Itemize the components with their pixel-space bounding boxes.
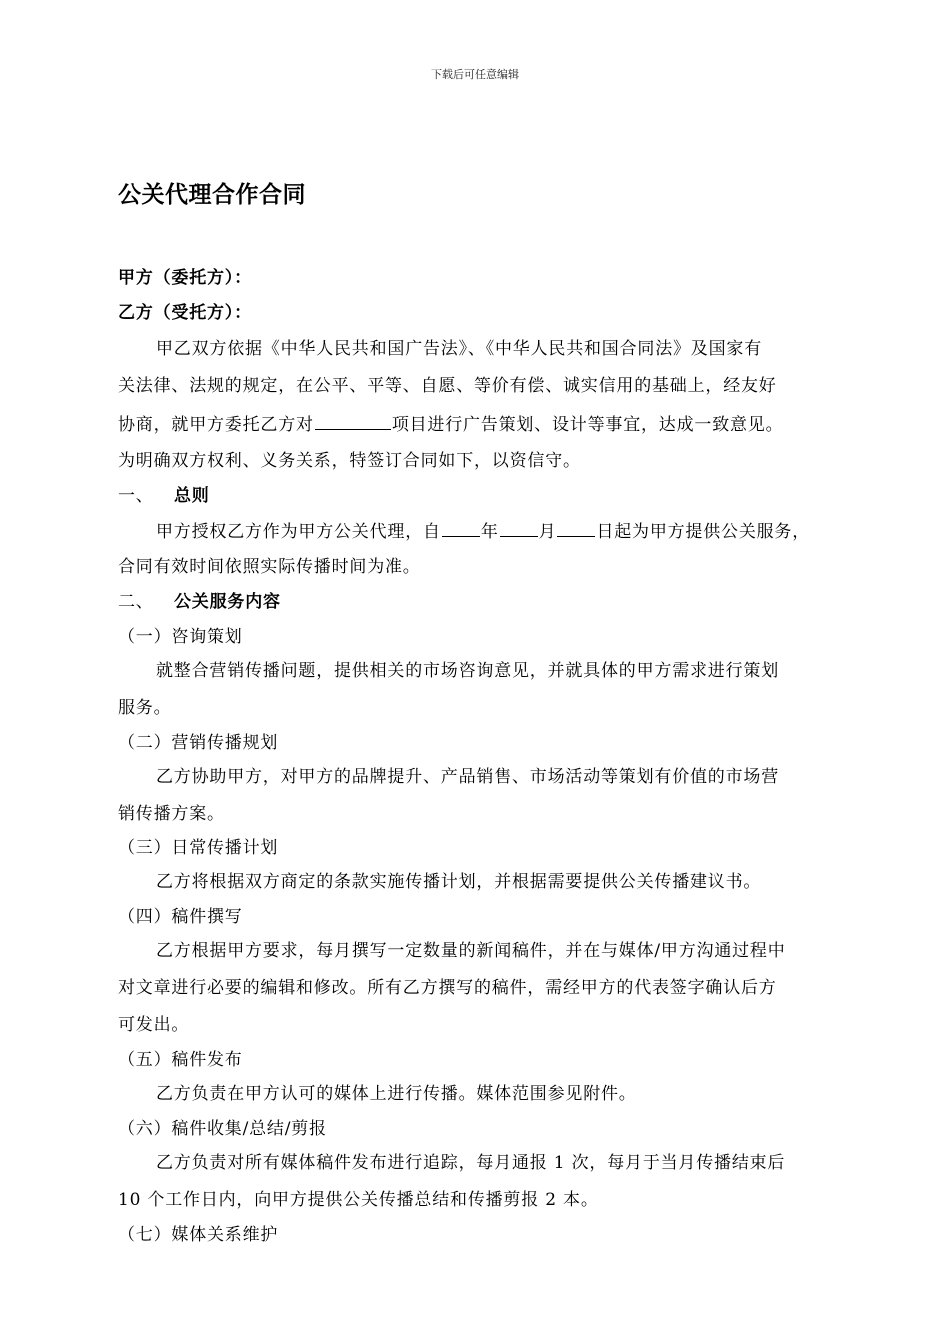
item-6-heading: （六）稿件收集/总结/剪报 (118, 1119, 327, 1139)
item-7-heading: （七）媒体关系维护 (118, 1225, 279, 1245)
item-6-line-2: 10 个工作日内，向甲方提供公关传播总结和传播剪报 2 本。 (118, 1190, 599, 1210)
section-1-line-1: 甲方授权乙方作为甲方公关代理，自 年 月 日起为甲方提供公关服务， (156, 518, 810, 544)
item-4-line-2: 对文章进行必要的编辑和修改。所有乙方撰写的稿件，需经甲方的代表签字确认后方 (118, 978, 777, 998)
item-5-heading: （五）稿件发布 (118, 1050, 243, 1070)
intro-line-3: 协商，就甲方委托乙方对 项目进行广告策划、设计等事宜，达成一致意见。 (118, 411, 783, 437)
header-note: 下载后可任意编辑 (431, 68, 519, 81)
section-2-heading: 二、 公关服务内容 (118, 592, 281, 612)
section-1-heading: 一、 总则 (118, 486, 210, 506)
party-b-label: 乙方（受托方）： (118, 303, 252, 323)
item-2-heading: （二）营销传播规划 (118, 733, 279, 753)
item-4-line-3: 可发出。 (118, 1015, 190, 1035)
item-2-line-2: 销传播方案。 (118, 804, 225, 824)
year-blank (442, 518, 480, 537)
page-title: 公关代理合作合同 (118, 182, 306, 208)
section-1-line-2: 合同有效时间依照实际传播时间为准。 (118, 557, 421, 577)
intro-line-4: 为明确双方权利、义务关系，特签订合同如下，以资信守。 (118, 451, 581, 471)
month-blank (500, 518, 538, 537)
item-2-line-1: 乙方协助甲方，对甲方的品牌提升、产品销售、市场活动等策划有价值的市场营 (156, 767, 779, 787)
item-1-line-2: 服务。 (118, 698, 172, 718)
item-1-heading: （一）咨询策划 (118, 627, 243, 647)
item-4-line-1: 乙方根据甲方要求，每月撰写一定数量的新闻稿件，并在与媒体/甲方沟通过程中 (156, 941, 786, 961)
item-1-line-1: 就整合营销传播问题，提供相关的市场咨询意见，并就具体的甲方需求进行策划 (156, 661, 779, 681)
project-name-blank (315, 411, 391, 430)
item-3-line-1: 乙方将根据双方商定的条款实施传播计划，并根据需要提供公关传播建议书。 (156, 872, 762, 892)
item-3-heading: （三）日常传播计划 (118, 838, 279, 858)
item-5-line-1: 乙方负责在甲方认可的媒体上进行传播。媒体范围参见附件。 (156, 1084, 637, 1104)
intro-line-2: 关法律、法规的规定，在公平、平等、自愿、等价有偿、诚实信用的基础上，经友好 (118, 376, 777, 396)
intro-line-1: 甲乙双方依据《中华人民共和国广告法》、《中华人民共和国合同法》及国家有 (156, 339, 762, 359)
item-4-heading: （四）稿件撰写 (118, 907, 243, 927)
item-6-line-1: 乙方负责对所有媒体稿件发布进行追踪，每月通报 1 次，每月于当月传播结束后 (156, 1153, 786, 1173)
day-blank (557, 518, 595, 537)
party-a-label: 甲方（委托方）： (118, 268, 252, 288)
